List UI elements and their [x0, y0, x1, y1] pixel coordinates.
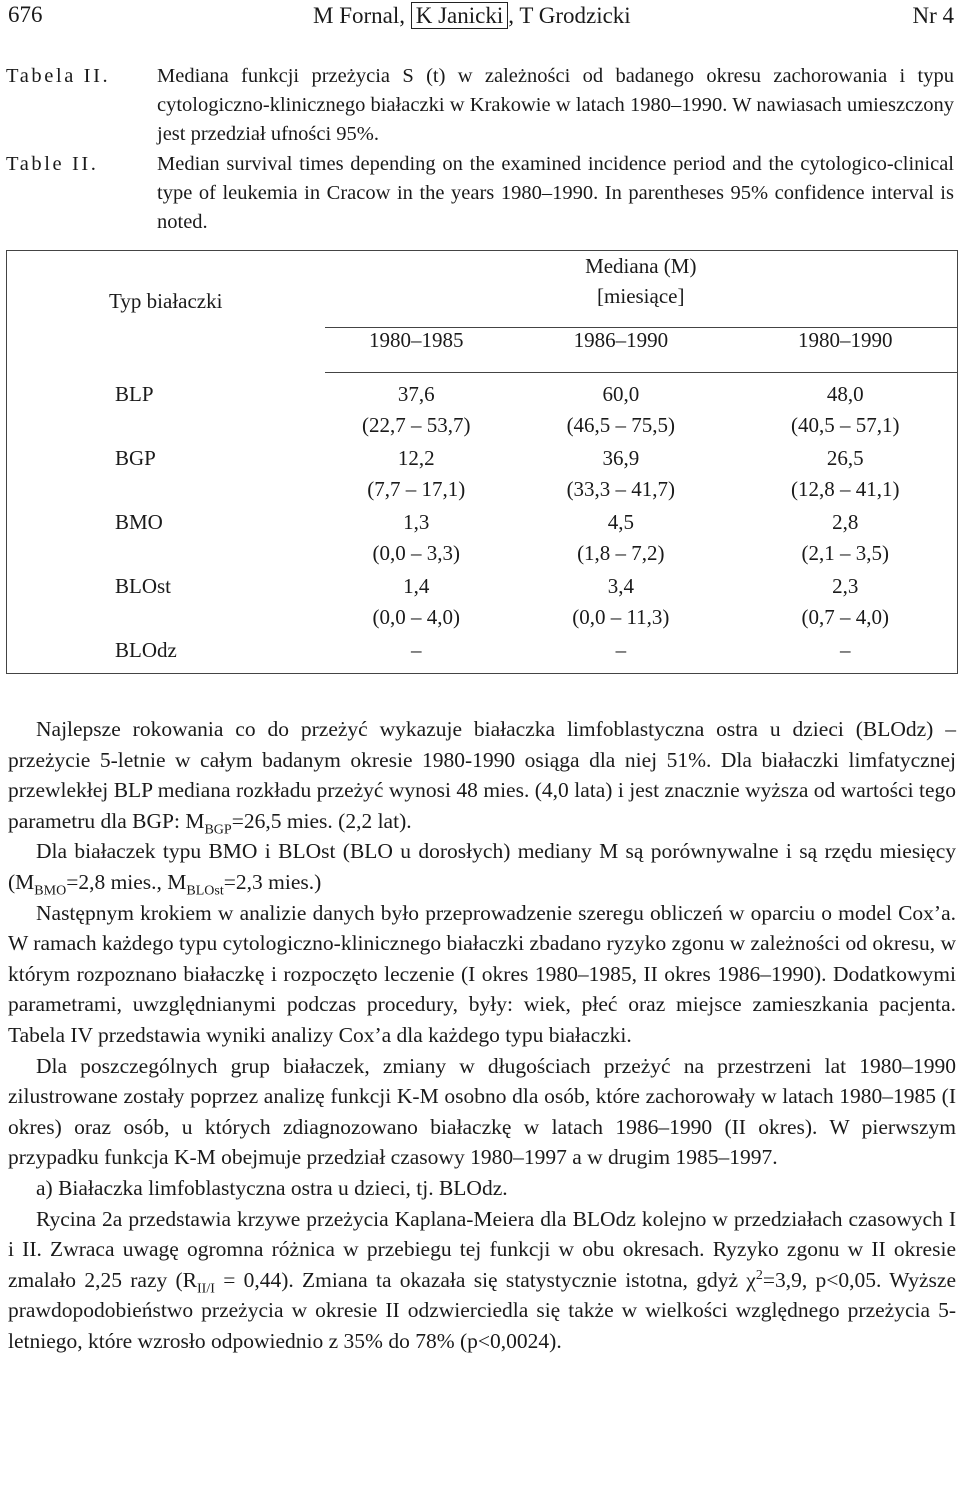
- text-run: =2,3 mies.): [223, 869, 322, 894]
- median-value: 1,4: [403, 574, 430, 598]
- table-cell: [508, 571, 733, 635]
- subscript: BMO: [34, 883, 67, 899]
- running-header: [0, 0, 960, 36]
- median-value: 36,9: [602, 446, 640, 470]
- text-run: =26,5 mies. (2,2 lat).: [231, 808, 412, 833]
- median-header: [325, 251, 958, 328]
- median-value: 48,0: [826, 382, 864, 406]
- table-cell: [734, 635, 958, 674]
- table-cell: [508, 507, 733, 571]
- paragraph: [8, 1204, 956, 1357]
- issue-number: Nr 4: [912, 3, 954, 28]
- table-cell: [325, 571, 509, 635]
- table-row: [7, 373, 958, 444]
- table-cell: [325, 373, 509, 444]
- median-value: 2,8: [832, 510, 859, 534]
- paragraph: [8, 836, 956, 897]
- row-type: BGP: [115, 446, 156, 470]
- text-run: =3,9, p<0,05. Wyższe prawdopodobieństwo przeżycia w okresie II odzwierciedla się także w wielkości względnego przeżycia 5-letniego, które wzrosło odpowiednio z 35% do 78% (p<0,0024).: [8, 1267, 956, 1353]
- period-header: 1986–1990: [508, 328, 733, 373]
- subscript: II/I: [197, 1280, 215, 1296]
- table-cell: [508, 635, 733, 674]
- caption-english-text: Median survival times depending on the examined incidence period and the cytologico-clinical type of leukemia in Cracow in the years 1980–1990. In parentheses 95% confidence interval is noted.: [157, 153, 954, 233]
- row-type: BLOst: [115, 574, 172, 598]
- subscript: BLOst: [186, 883, 224, 899]
- table-row: [7, 571, 958, 635]
- ci-value: (0,7 – 4,0): [801, 605, 890, 629]
- median-header-line1: Mediana (M): [585, 254, 697, 278]
- median-value: –: [411, 638, 422, 662]
- ci-value: (12,8 – 41,1): [791, 477, 900, 501]
- median-value: 2,3: [832, 574, 859, 598]
- paragraph: [8, 714, 956, 836]
- median-value: 4,5: [607, 510, 634, 534]
- median-value: 1,3: [403, 510, 430, 534]
- paragraph: Dla poszczególnych grup białaczek, zmiany w długościach przeżyć na przestrzeni lat 1980–1990 zilustrowane zostały poprzez analizę funkcji K-M osobno dla osób, które zachorowały w latach 1980–1985 (I okres) oraz osób, u których zdiagnozowano białaczkę w latach 1986–1990 (II okres). W pierwszym przypadku funkcja K-M obejmuje przedział czasowy 1980–1997 a w drugim 1985–1997.: [8, 1053, 956, 1170]
- superscript: 2: [755, 1267, 763, 1283]
- table-row: [7, 635, 958, 674]
- body-text: [8, 714, 956, 1356]
- text-run: =2,8 mies., M: [66, 869, 187, 894]
- table-header-row: [7, 251, 958, 328]
- author-3: , T Grodzicki: [508, 3, 631, 28]
- table-row: [7, 443, 958, 507]
- ci-value: (40,5 – 57,1): [791, 413, 900, 437]
- ci-value: (0,0 – 3,3): [372, 541, 461, 565]
- ci-value: (7,7 – 17,1): [367, 477, 466, 501]
- row-type: BLP: [115, 381, 154, 406]
- page-number: 676: [8, 2, 43, 27]
- median-value: 12,2: [397, 446, 435, 470]
- period-header: 1980–1990: [734, 328, 958, 373]
- ci-value: (33,3 – 41,7): [566, 477, 676, 501]
- median-value: 26,5: [826, 446, 864, 470]
- table-cell: [325, 507, 509, 571]
- table-row: [7, 507, 958, 571]
- paragraph: a) Białaczka limfoblastyczna ostra u dzieci, tj. BLOdz.: [36, 1175, 508, 1200]
- median-survival-table: [6, 250, 958, 674]
- median-value: –: [615, 638, 627, 662]
- median-value: 3,4: [607, 574, 634, 598]
- ci-value: (0,0 – 11,3): [572, 605, 670, 629]
- table-cell: [325, 443, 509, 507]
- col-type-header: Typ białaczki: [109, 289, 223, 313]
- caption-english: [0, 150, 960, 240]
- text-run: Najlepsze rokowania co do przeżyć wykazuje białaczka limfoblastyczna ostra u dzieci (BLOdz) – przeżycie 5-letnie w całym badanym okresie 1980-1990 osiąga dla niej 51%. Dla białaczki limfatycznej przewlekłej BLP mediana rozkładu przeżyć wynosi 48 mies. (4,0 lata) i jest znacznie wyższa od wartości tego parametru dla BGP: M: [8, 717, 956, 833]
- caption-polish-text: Mediana funkcji przeżycia S (t) w zależności od badanego okresu zachorowania i typu cytologiczno-klinicznego białaczki w Krakowie w latach 1980–1990. W nawiasach umieszczony jest przedział ufności 95%.: [157, 65, 954, 145]
- median-value: –: [840, 638, 851, 662]
- table-cell: [734, 373, 958, 444]
- ci-value: (22,7 – 53,7): [362, 413, 471, 437]
- median-value: 60,0: [602, 382, 640, 406]
- ci-value: (2,1 – 3,5): [801, 541, 890, 565]
- caption-english-label: Table II.: [6, 153, 99, 175]
- table-cell: [734, 571, 958, 635]
- text-run: Dla białaczek typu BMO i BLOst (BLO u dorosłych) mediany M są porównywalne i są rzędu miesięcy (M: [8, 839, 956, 894]
- authors-line: [313, 3, 631, 29]
- caption-polish: [0, 62, 960, 152]
- ci-value: (46,5 – 75,5): [566, 413, 676, 437]
- paragraph: Następnym krokiem w analizie danych było przeprowadzenie szeregu obliczeń w oparciu o model Cox’a. W ramach każdego typu cytologiczno-klinicznego białaczki zbadano ryzyko zgonu w zależności od okresu, w którym rozpoznano białaczkę i rozpoczęto leczenie (I okres 1980–1985, II okres 1986–1990). Dodatkowymi parametrami, uwzględnianymi podczas procedury, były: wiek, płeć oraz miejsce zamieszkania pacjenta. Tabela IV przedstawia wyniki analizy Cox’a dla każdego typu białaczki.: [8, 900, 956, 1047]
- text-run: Rycina 2a przedstawia krzywe przeżycia Kaplana-Meiera dla BLOdz kolejno w przedziałach czasowych I i II. Zwraca uwagę ogromna różnica w przebiegu tej funkcji w obu okresach. Ryzyko zgonu w II okresie zmalało 2,25 razy (R: [8, 1206, 956, 1292]
- text-run: = 0,44). Zmiana ta okazała się statystycznie istotna, gdyż χ: [214, 1267, 756, 1292]
- table-cell: [734, 507, 958, 571]
- subscript: BGP: [204, 822, 232, 838]
- median-header-line2: [miesiące]: [597, 284, 685, 308]
- row-type: BLOdz: [115, 638, 177, 662]
- table-cell: [508, 373, 733, 444]
- ci-value: (1,8 – 7,2): [577, 541, 665, 565]
- ci-value: (0,0 – 4,0): [372, 605, 461, 629]
- period-header: 1980–1985: [325, 328, 509, 373]
- caption-polish-label: Tabela II.: [6, 65, 111, 87]
- author-2-boxed: K Janicki: [411, 2, 509, 29]
- author-1: M Fornal,: [313, 3, 405, 28]
- table-cell: [734, 443, 958, 507]
- table-cell: [508, 443, 733, 507]
- table-cell: [325, 635, 509, 674]
- median-value: 37,6: [397, 382, 435, 406]
- row-type: BMO: [115, 510, 163, 534]
